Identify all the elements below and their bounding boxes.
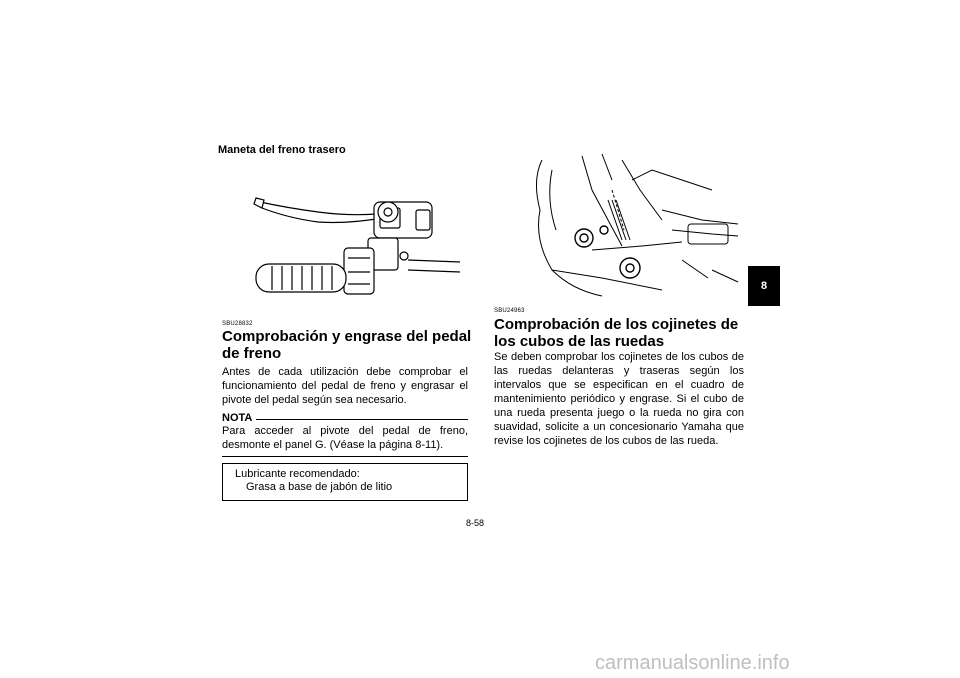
lubricant-value: Grasa a base de jabón de litio [246, 481, 393, 493]
section-code: SBU28832 [222, 321, 253, 327]
lubricant-box [222, 463, 468, 501]
watermark: carmanualsonline.info [595, 652, 790, 674]
brake-lever-illustration [248, 188, 460, 300]
figure-title: Maneta del freno trasero [218, 144, 346, 156]
lubricant-label: Lubricante recomendado: [235, 468, 360, 480]
note-text: Para acceder al pivote del pedal de freno, desmonte el panel G. (Véase la página 8-11). [222, 425, 468, 451]
note-label: NOTA [222, 412, 253, 424]
wheel-hub-illustration [512, 150, 744, 300]
section-heading-wheel-hub: Comprobación de los cojinetes de los cubos de las ruedas [494, 316, 739, 350]
paragraph-wheel-hub: Se deben comprobar los cojinetes de los cubos de las ruedas delanteras y traseras según los intervalos que se especifican en el cuadro de mantenimiento periódico y engrase. Si el cubo de una rueda presenta juego o la rueda no gira con suavidad, solicite a un concesionario Yamaha que revise los cojinetes de los cubos de las rueda. [494, 351, 744, 447]
note-divider-bottom [222, 456, 468, 457]
paragraph-brake-pedal: Antes de cada utilización debe comprobar el funcionamiento del pedal de freno y engrasar el pivote del pedal según sea necesario. [222, 366, 468, 406]
note-divider-top [256, 419, 468, 420]
page-number: 8-58 [466, 518, 485, 528]
section-code: SBU24963 [494, 308, 525, 314]
section-heading-brake-pedal: Comprobación y engrase del pedal de freno [222, 328, 472, 362]
chapter-tab[interactable]: 8 [748, 266, 780, 306]
